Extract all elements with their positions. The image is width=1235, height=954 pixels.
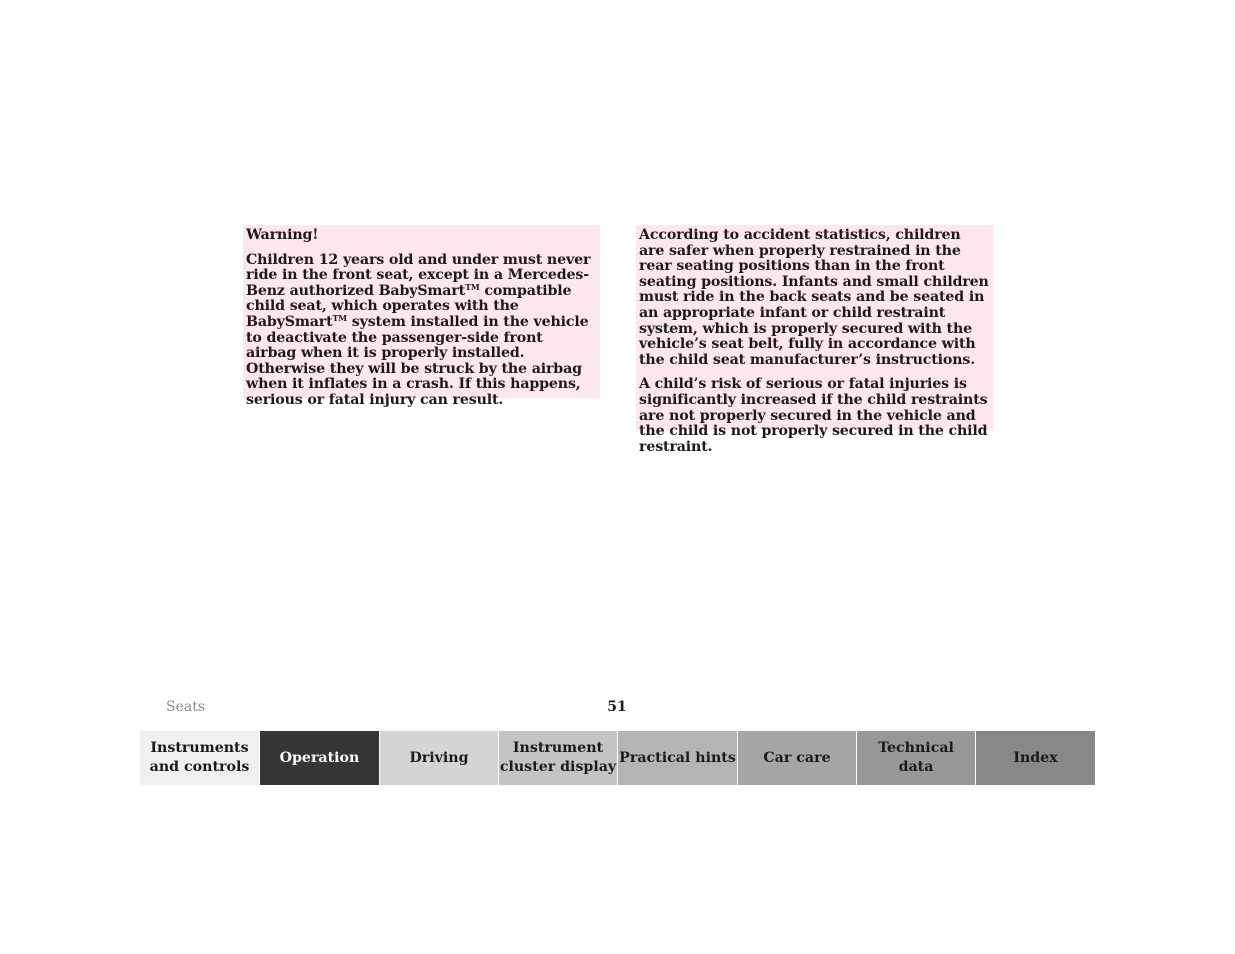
nav-tab-driving[interactable] xyxy=(380,731,499,785)
warning-text-part-2: compatible child seat, which operates with the BabySmart xyxy=(246,282,572,330)
warning-box xyxy=(243,225,600,408)
nav-tab-label: Instruments and controls xyxy=(149,740,250,775)
warning-text-part-1: Children 12 years old and under must never ride in the front seat, except in a Mercedes-Benz authorized BabySmart xyxy=(246,251,591,299)
nav-tab-label: Practical hints xyxy=(619,749,736,766)
nav-tab-instrument-cluster-display[interactable] xyxy=(499,731,618,785)
trademark-symbol: TM xyxy=(465,281,480,292)
nav-tab-index[interactable] xyxy=(976,731,1095,785)
warning-text xyxy=(246,253,596,409)
nav-tab-label: Instrument cluster display xyxy=(499,740,617,775)
nav-tab-label: Car care xyxy=(763,749,831,766)
section-title: Seats xyxy=(166,699,206,715)
nav-tab-operation[interactable] xyxy=(260,731,380,785)
nav-tab-technical-data[interactable] xyxy=(857,731,976,785)
nav-tab-car-care[interactable] xyxy=(738,731,857,785)
info-paragraph-1: According to accident statistics, children are safer when properly restrained in the rear seating positions than in the front seating positions. Infants and small children must ride in the back seats and be seated in an appropriate infant or child restraint system, which is properly secured with the vehicle’s seat belt, fully in accordance with the child seat manufacturer’s instructions. xyxy=(639,227,989,368)
nav-tab-practical-hints[interactable] xyxy=(618,731,738,785)
warning-heading: Warning! xyxy=(246,227,319,243)
trademark-symbol: TM xyxy=(332,312,347,323)
chapter-nav-bar xyxy=(140,731,1095,785)
warning-text-part-3: system installed in the vehicle to deactivate the passenger-side front airbag when it is properly installed. Otherwise they will be struck by the airbag when it inflates in a crash. If this happens, serious or fatal injury can result. xyxy=(246,313,589,408)
nav-tab-label: Operation xyxy=(279,749,360,766)
nav-tab-instruments-and-controls[interactable] xyxy=(140,731,260,785)
nav-tab-label: Index xyxy=(1013,749,1058,766)
info-box xyxy=(636,225,993,455)
nav-tab-label: Technical data xyxy=(878,740,954,775)
nav-tab-label: Driving xyxy=(409,749,469,766)
info-paragraph-2: A child’s risk of serious or fatal injuries is significantly increased if the child restraints are not properly secured in the vehicle and the child is not properly secured in the child restraint. xyxy=(639,376,988,455)
page-number: 51 xyxy=(607,699,627,715)
